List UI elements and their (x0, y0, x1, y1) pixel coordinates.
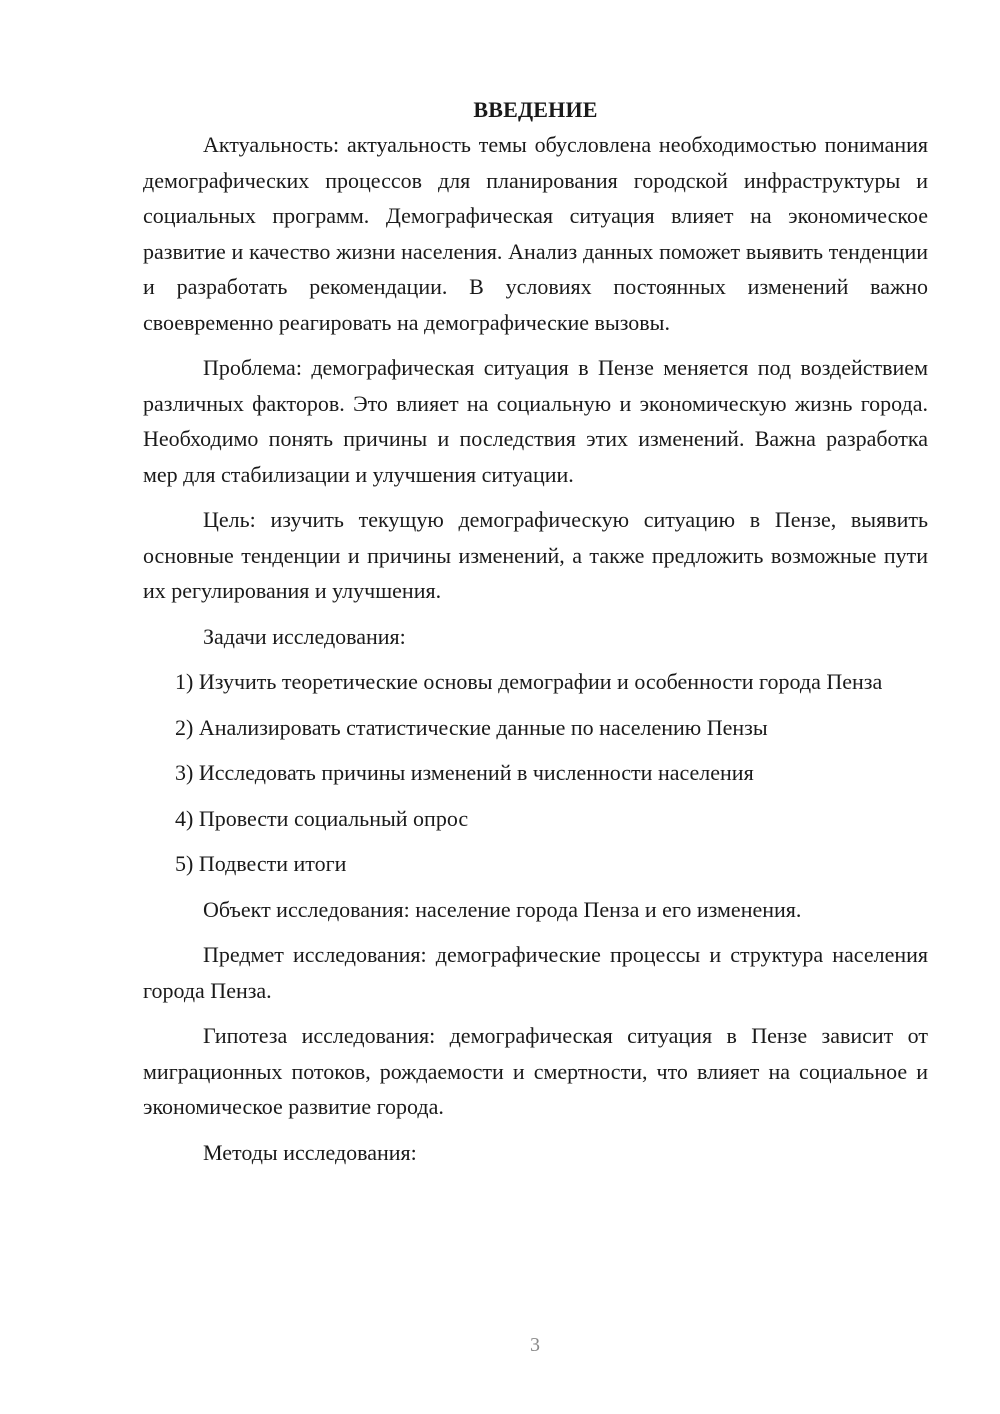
list-item: 5) Подвести итоги (175, 851, 347, 876)
paragraph-subject: Предмет исследования: демографические процессы и структура населения города Пенза. (143, 942, 928, 1003)
list-item: 2) Анализировать статистические данные по населению Пензы (175, 714, 768, 740)
section-heading-text: ВВЕДЕНИЕ (473, 97, 598, 122)
paragraph-object: Объект исследования: население города Пенза и его изменения. (203, 896, 802, 922)
tasks-list (143, 664, 928, 882)
paragraph-relevance: Актуальность: актуальность темы обусловлена необходимостью понимания демографических процессов для планирования городской инфраструктуры и социальных программ. Демографическая ситуация влияет на экономическое развитие и качество жизни населения. Анализ данных поможет выявить тенденции и разработать рекомендации. В условиях постоянных изменений важно своевременно реагировать на демографические вызовы. (143, 132, 928, 335)
paragraph-hypothesis: Гипотеза исследования: демографическая ситуация в Пензе зависит от миграционных потоков, рождаемости и смертности, что влияет на социальное и экономическое развитие города. (143, 1023, 928, 1119)
list-item: 1) Изучить теоретические основы демографии и особенности города Пенза (175, 669, 883, 694)
section-heading (143, 92, 928, 127)
paragraph-tasks-title: Задачи исследования: (203, 623, 406, 649)
paragraph-methods-title: Методы исследования: (203, 1139, 417, 1165)
paragraph-problem: Проблема: демографическая ситуация в Пензе меняется под воздействием различных факторов. Это влияет на социальную и экономическую жизнь города. Необходимо понять причины и последствия этих изменений. Важна разработка мер для стабилизации и улучшения ситуации. (143, 355, 928, 487)
page-number: 3 (530, 1334, 540, 1356)
paragraph-goal: Цель: изучить текущую демографическую ситуацию в Пензе, выявить основные тенденции и причины изменений, а также предложить возможные пути их регулирования и улучшения. (143, 507, 928, 603)
list-item: 3) Исследовать причины изменений в численности населения (175, 760, 754, 785)
list-item: 4) Провести социальный опрос (175, 805, 469, 831)
page-content (143, 92, 928, 1180)
